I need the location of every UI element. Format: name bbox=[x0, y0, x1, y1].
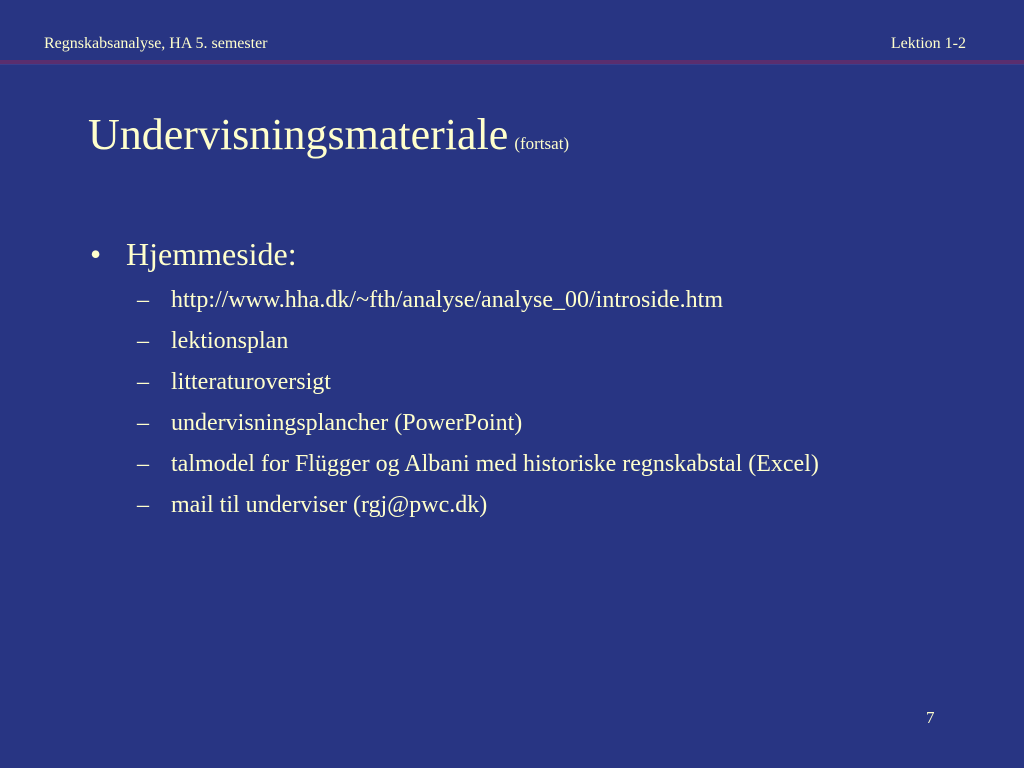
dash-marker: – bbox=[137, 410, 149, 436]
sub-bullet-plancher bbox=[137, 407, 819, 448]
header-course-title: Regnskabsanalyse, HA 5. semester bbox=[44, 35, 268, 52]
header-divider-shadow bbox=[0, 64, 1024, 65]
dash-marker: – bbox=[137, 492, 149, 518]
sub-bullet-litteraturoversigt bbox=[137, 366, 819, 407]
header-lecture-label: Lektion 1-2 bbox=[890, 35, 966, 52]
sub-bullet-text: lektionsplan bbox=[171, 328, 289, 354]
sub-bullet-talmodel bbox=[137, 448, 819, 489]
slide-title-sub: (fortsat) bbox=[514, 134, 570, 153]
sub-bullet-mail bbox=[137, 489, 819, 530]
dash-marker: – bbox=[137, 328, 149, 354]
bullet-homepage bbox=[90, 234, 297, 274]
page-number: 7 bbox=[926, 708, 935, 727]
slide-title-main: Undervisningsmateriale bbox=[88, 110, 509, 159]
dash-marker: – bbox=[137, 287, 149, 313]
sub-bullet-list bbox=[137, 284, 819, 530]
sub-bullet-text: undervisningsplancher (PowerPoint) bbox=[171, 410, 523, 436]
dash-marker: – bbox=[137, 451, 149, 477]
dash-marker: – bbox=[137, 369, 149, 395]
sub-bullet-text: http://www.hha.dk/~fth/analyse/analyse_00/introside.htm bbox=[171, 287, 723, 313]
bullet-marker: • bbox=[90, 236, 102, 272]
bullet-label: Hjemmeside: bbox=[126, 236, 297, 272]
sub-bullet-text: mail til underviser (rgj@pwc.dk) bbox=[171, 492, 488, 518]
sub-bullet-url bbox=[137, 284, 819, 325]
sub-bullet-text: litteraturoversigt bbox=[171, 369, 331, 395]
sub-bullet-text: talmodel for Flügger og Albani med historiske regnskabstal (Excel) bbox=[171, 451, 819, 477]
sub-bullet-lektionsplan bbox=[137, 325, 819, 366]
slide-title bbox=[88, 110, 569, 170]
